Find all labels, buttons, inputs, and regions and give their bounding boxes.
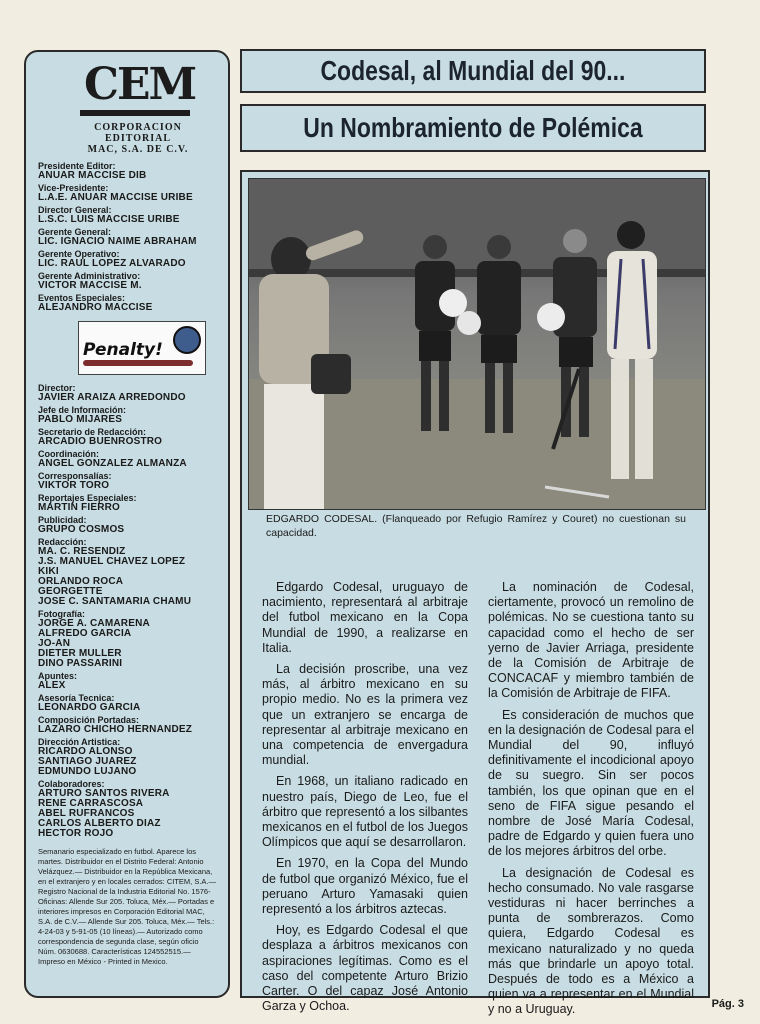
staff-name: PABLO MIJARES: [38, 414, 123, 425]
staff-name: LIC. IGNACIO NAIME ABRAHAM: [38, 236, 197, 247]
headline-secondary-text: Un Nombramiento de Polémica: [303, 112, 643, 143]
staff-name: CARLOS ALBERTO DIAZ: [38, 818, 161, 829]
staff-role: Gerente General:: [38, 227, 112, 237]
article-paragraph: La nominación de Codesal, ciertamente, provocó un remolino de polémicas. No se cuestiona tanto su capacidad como el hecho de ser yerno de Javier Arriaga, presidente de la Comisión de Arbitraje de CONCACAF y miembro también de la Comisión de Arbitraje de FIFA.: [488, 580, 694, 701]
staff-role: Apuntes:: [38, 671, 77, 681]
referees-photo: [248, 178, 706, 510]
staff-role: Redacción:: [38, 537, 87, 547]
article-box: [240, 170, 710, 1017]
article-paragraph: En 1968, un italiano radicado en nuestro país, Diego de Leo, fue el árbitro que representó a los silbantes mexicanos en el futbol de los Juegos Olímpicos que aquí se desarrollaron.: [262, 774, 468, 850]
staff-name: HECTOR ROJO: [38, 828, 114, 839]
article-paragraph: Es consideración de muchos que en la designación de Codesal para el Mundial del 90, influyó definitivamente el incodicional apoyo de su suegro. Sin ser pocos también, los que opinan que en el seno de FIFA sigue pesando el nombre de José María Codesal, padre de Edgardo y quien fuera uno de los mejores árbitros del orbe.: [488, 707, 694, 859]
staff-role: Publicidad:: [38, 515, 87, 525]
staff-name: VICTOR MACCISE M.: [38, 280, 142, 291]
photo-caption: EDGARDO CODESAL. (Flanqueado por Refugio Ramírez y Couret) no cuestionan su capacidad.: [266, 513, 686, 539]
staff-role: Director General:: [38, 205, 112, 215]
article-column-left: [262, 580, 468, 1020]
staff-role: Director:: [38, 383, 76, 393]
staff-name: SANTIAGO JUAREZ: [38, 756, 137, 767]
staff-name: VIKTOR TORO: [38, 480, 110, 491]
staff-role: Fotografía:: [38, 609, 85, 619]
staff-name: DINO PASSARINI: [38, 658, 123, 669]
article-column-right: [488, 580, 694, 1024]
staff-name: L.A.E. ANUAR MACCISE URIBE: [38, 192, 193, 203]
staff-name: ANUAR MACCISE DIB: [38, 170, 147, 181]
logo-underline: [80, 110, 190, 116]
staff-name: JAVIER ARAIZA ARREDONDO: [38, 392, 186, 403]
staff-name: ARTURO SANTOS RIVERA: [38, 788, 170, 799]
staff-role: Colaboradores:: [38, 779, 105, 789]
staff-role: Presidente Editor:: [38, 161, 116, 171]
staff-name: J.S. MANUEL CHAVEZ LOPEZ: [38, 556, 186, 567]
staff-name: GEORGETTE: [38, 586, 103, 597]
staff-name: ORLANDO ROCA: [38, 576, 124, 587]
staff-role: Vice-Presidente:: [38, 183, 109, 193]
staff-name: JOSE C. SANTAMARIA CHAMU: [38, 596, 192, 607]
staff-name: RICARDO ALONSO: [38, 746, 133, 757]
page-number: Pág. 3: [711, 998, 744, 1010]
penalty-wordmark: Penalty!: [83, 340, 163, 360]
headline-secondary: [240, 104, 706, 152]
staff-name: DIETER MULLER: [38, 648, 122, 659]
company-line: MAC, S.A. DE C.V.: [87, 144, 189, 155]
masthead-panel: [24, 50, 230, 998]
staff-name: ARCADIO BUENROSTRO: [38, 436, 163, 447]
staff-name: MARTIN FIERRO: [38, 502, 121, 513]
staff-name: ANGEL GONZALEZ ALMANZA: [38, 458, 187, 469]
staff-name: LAZARO CHICHO HERNANDEZ: [38, 724, 193, 735]
staff-name: ALFREDO GARCIA: [38, 628, 132, 639]
photo-illustration: [249, 179, 705, 509]
staff-role: Corresponsalías:: [38, 471, 112, 481]
staff-list-executives: [38, 161, 228, 313]
soccer-ball-icon: [173, 326, 201, 354]
article-paragraph: Hoy, es Edgardo Codesal el que desplaza a árbitros mexicanos con aspiraciones legítimas. Como es el caso del competente Arturo Brizio Carter. O del capaz José Antonio Garza y Ochoa.: [262, 923, 468, 1014]
penalty-logo: [78, 321, 206, 375]
staff-role: Dirección Artistica:: [38, 737, 121, 747]
staff-role: Secretario de Redacción:: [38, 427, 147, 437]
staff-role: Asesoría Tecnica:: [38, 693, 115, 703]
headline-primary-text: Codesal, al Mundial del 90...: [320, 55, 626, 86]
logo-letters: CEM: [84, 59, 196, 110]
staff-name: RENE CARRASCOSA: [38, 798, 144, 809]
staff-name: JO-AN: [38, 638, 71, 649]
staff-list-editorial: [38, 383, 228, 839]
staff-name: GRUPO COSMOS: [38, 524, 125, 535]
staff-role: Reportajes Especiales:: [38, 493, 137, 503]
staff-name: MA. C. RESENDIZ: [38, 546, 126, 557]
cem-logo: [44, 60, 224, 126]
headline-primary: [240, 49, 706, 93]
article-paragraph: La decisión proscribe, una vez más, al árbitro mexicano en su propio medio. No es la primera vez que un extranjero se encarga de representar al arbitraje mexicano en una competencia de envergadura mundial.: [262, 662, 468, 768]
swoosh-icon: [83, 360, 193, 366]
article-paragraph: La designación de Codesal es hecho consumado. No vale rasgarse vestiduras ni hacer berrinches a punta de sombrerazos. Como quiera, Edgardo Codesal es mexicano naturalizado y no queda más que brindarle un apoyo total. Después de todo es a México a quien va a representar en el Mundial y no a Uruguay.: [488, 865, 694, 1017]
article-paragraph: Edgardo Codesal, uruguayo de nacimiento, representará al arbitraje del futbol mexicano en la Copa Mundial de 1990, a realizarse en Italia.: [262, 580, 468, 655]
staff-name: L.S.C. LUIS MACCISE URIBE: [38, 214, 180, 225]
staff-role: Coordinación:: [38, 449, 99, 459]
staff-name: KIKI: [38, 566, 59, 577]
colophon: Semanario especializado en futbol. Aparece los martes. Distribuidor en el Distrito Federal: Antonio Velázquez.— Distribuidor en la República Mexicana, en el extranjero y en locales cerrados: CITEM, S.A.— Registro Nacional de la Industria Editorial No. 1576-Oficinas: Allende Sur 205. Toluca, Méx.— Portadas e interiores impresos en Corporación Editorial MAC, S.A. de C.V.— Allende Sur 205. Toluca, Méx.— Tels.: 4-24-03 y 5-91-05 (10 líneas).— Autorizado como correspondencia de segunda clase, según oficio Núm. 0630688. Características 124552515.— Impreso en México - Printed in Mexico.: [38, 847, 216, 966]
staff-name: ABEL RUFRANCOS: [38, 808, 135, 819]
staff-name: ALEX: [38, 680, 66, 691]
staff-role: Gerente Administrativo:: [38, 271, 141, 281]
company-line: CORPORACION: [94, 122, 182, 133]
staff-name: LIC. RAUL LOPEZ ALVARADO: [38, 258, 186, 269]
staff-role: Jefe de Información:: [38, 405, 127, 415]
staff-name: JORGE A. CAMARENA: [38, 618, 150, 629]
staff-role: Composición Portadas:: [38, 715, 140, 725]
staff-name: ALEJANDRO MACCISE: [38, 302, 153, 313]
company-name: [78, 122, 198, 155]
staff-name: LEONARDO GARCIA: [38, 702, 141, 713]
company-line: EDITORIAL: [104, 133, 172, 144]
article-paragraph: En 1970, en la Copa del Mundo de futbol que organizó México, fue el peruano Arturo Yamasaki quien representó a los árbitros aztecas.: [262, 856, 468, 917]
staff-role: Eventos Especiales:: [38, 293, 126, 303]
staff-role: Gerente Operativo:: [38, 249, 120, 259]
staff-name: EDMUNDO LUJANO: [38, 766, 137, 777]
